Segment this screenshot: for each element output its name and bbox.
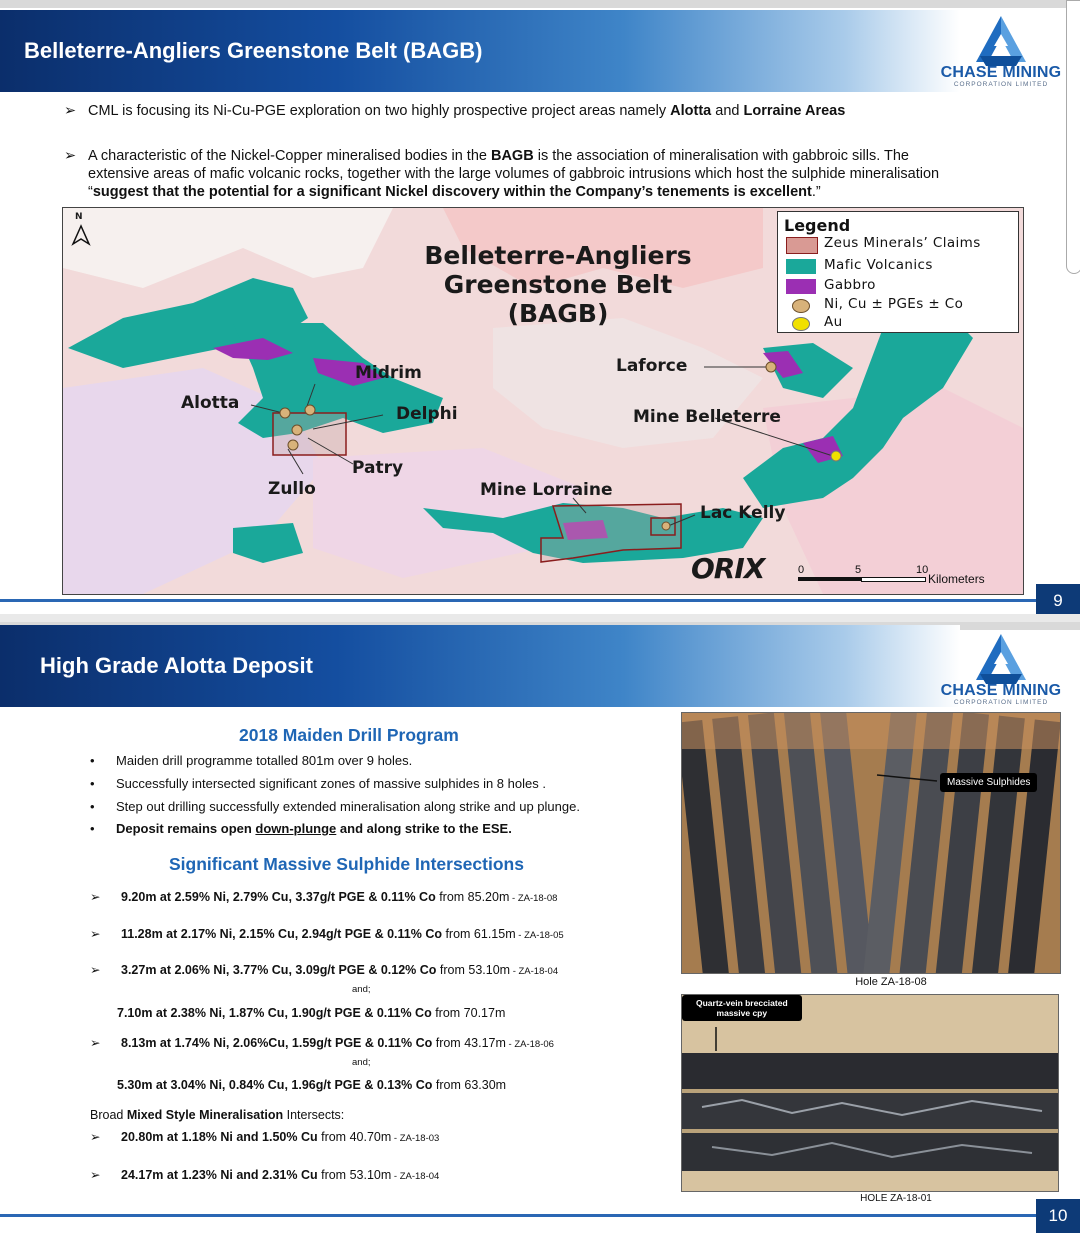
- logo-subtitle: CORPORATION LIMITED: [953, 699, 1049, 706]
- intersection-item: ➢ 11.28m at 2.17% Ni, 2.15% Cu, 2.94g/t PGE & 0.11% Co from 61.15m - ZA-18-05: [90, 927, 564, 941]
- list-item: • Successfully intersected significant zones of massive sulphides in 8 holes .: [90, 776, 546, 791]
- footer-line: [0, 1214, 1036, 1217]
- logo-subtitle: CORPORATION LIMITED: [953, 81, 1049, 88]
- arrow-bullet-icon: ➢: [64, 103, 77, 119]
- map-legend: [777, 211, 1019, 333]
- logo-triangle-icon: [936, 630, 1066, 686]
- and-connector: and;: [352, 1057, 371, 1068]
- core-photo-za-18-08: [681, 712, 1061, 974]
- page-number: 9: [1036, 584, 1080, 614]
- label-mine-belleterre: Mine Belleterre: [633, 407, 781, 427]
- intersection-item: 5.30m at 3.04% Ni, 0.84% Cu, 1.96g/t PGE & 0.13% Co from 63.30m: [117, 1078, 507, 1092]
- intersection-item: ➢ 9.20m at 2.59% Ni, 2.79% Cu, 3.37g/t PGE & 0.11% Co from 85.20m - ZA-18-08: [90, 890, 558, 904]
- drill-core-image: [682, 995, 1058, 1191]
- north-label: N: [75, 212, 83, 222]
- and-connector: and;: [352, 984, 371, 995]
- callout-quartz-vein: Quartz-vein brecciated massive cpy: [682, 995, 802, 1021]
- au-dot-icon: [792, 317, 810, 331]
- label-patry: Patry: [352, 458, 404, 478]
- label-laforce: Laforce: [616, 356, 688, 376]
- core-photo-za-18-01: [681, 994, 1059, 1192]
- logo-triangle-icon: [936, 12, 1066, 68]
- gabbro-swatch: [786, 279, 816, 294]
- intersection-item: ➢ 20.80m at 1.18% Ni and 1.50% Cu from 40.70m - ZA-18-03: [90, 1130, 440, 1144]
- legend-item: Ni, Cu ± PGEs ± Co: [786, 296, 1016, 314]
- slide-title: Belleterre-Angliers Greenstone Belt (BAGB): [24, 38, 483, 63]
- nicu-dot-icon: [792, 299, 810, 313]
- label-lac-kelly: Lac Kelly: [700, 503, 786, 523]
- label-delphi: Delphi: [396, 404, 458, 424]
- label-midrim: Midrim: [355, 363, 422, 383]
- chase-mining-logo: [936, 630, 1066, 710]
- claims-swatch: [786, 237, 818, 254]
- list-item: • Step out drilling successfully extended mineralisation along strike and up plunge.: [90, 799, 580, 814]
- legend-item: Mafic Volcanics: [786, 257, 1016, 275]
- logo-wordmark: CHASE MINING: [940, 682, 1062, 699]
- title-banner: [0, 625, 960, 707]
- scrollbar[interactable]: [1066, 0, 1080, 274]
- orix-logo: ORIX: [691, 552, 765, 585]
- legend-item: Gabbro: [786, 277, 1016, 295]
- bullet-characteristic: ➢ A characteristic of the Nickel-Copper mineralised bodies in the BAGB is the association of mineralisation with gabbroic sills. The extensive areas of mafic volcanic rocks, together with the large volumes of gabbroic intrusions which host the sulphide mineralisation “suggest that the potential for a significant Nickel discovery within the Company’s tenements is excellent.”: [64, 148, 940, 200]
- label-mine-lorraine: Mine Lorraine: [480, 480, 613, 500]
- title-banner: [0, 10, 960, 92]
- label-alotta: Alotta: [181, 393, 240, 413]
- list-item: • Deposit remains open down-plunge and along strike to the ESE.: [90, 821, 512, 836]
- slide-title: High Grade Alotta Deposit: [40, 653, 313, 678]
- broad-mixed-heading: Broad Mixed Style Mineralisation Intersects:: [90, 1108, 345, 1122]
- photo1-caption: Hole ZA-18-08: [855, 976, 927, 988]
- legend-item: Au: [786, 314, 1016, 332]
- map-title: Belleterre-Angliers Greenstone Belt (BAGB): [424, 241, 692, 328]
- slide-bagb: [0, 0, 1080, 614]
- list-item: • Maiden drill programme totalled 801m over 9 holes.: [90, 753, 413, 768]
- intersection-item: ➢ 3.27m at 2.06% Ni, 3.77% Cu, 3.09g/t PGE & 0.12% Co from 53.10m - ZA-18-04: [90, 963, 559, 977]
- chase-mining-logo: [936, 12, 1066, 92]
- drill-core-image: [682, 713, 1060, 973]
- page-number: 10: [1036, 1199, 1080, 1233]
- intersections-heading: Significant Massive Sulphide Intersections: [169, 854, 524, 874]
- mafic-swatch: [786, 259, 816, 274]
- intersection-item: 7.10m at 2.38% Ni, 1.87% Cu, 1.90g/t PGE & 0.11% Co from 70.17m: [117, 1006, 506, 1020]
- intersection-item: ➢ 8.13m at 1.74% Ni, 2.06%Cu, 1.59g/t PGE & 0.11% Co from 43.17m - ZA-18-06: [90, 1036, 554, 1050]
- bullet-focus: ➢ CML is focusing its Ni-Cu-PGE exploration on two highly prospective project areas namely Alotta and Lorraine Areas: [64, 103, 846, 119]
- callout-massive-sulphides: Massive Sulphides: [940, 773, 1037, 792]
- footer-line: [0, 599, 1036, 602]
- logo-wordmark: CHASE MINING: [940, 64, 1062, 81]
- geology-map: N Belleterre-Angliers Greenstone Belt (BAGB) Legend Zeus Minerals’ Claims Mafic Volcanics Gabbro Ni, Cu ± PGEs ± Co Au Midrim Alotta Delphi Patry Zullo Laforce Mine Belleterre Mine Lorraine Lac Kelly ORIX 0 5 10 Kilometers: [62, 207, 1024, 595]
- label-zullo: Zullo: [268, 479, 316, 499]
- arrow-bullet-icon: ➢: [64, 148, 77, 164]
- photo2-caption: HOLE ZA-18-01: [860, 1193, 932, 1204]
- top-border: [0, 0, 1080, 8]
- slide-alotta: [0, 622, 1080, 1233]
- intersection-item: ➢ 24.17m at 1.23% Ni and 2.31% Cu from 53.10m - ZA-18-04: [90, 1168, 440, 1182]
- legend-title: Legend: [784, 216, 851, 235]
- drill-heading: 2018 Maiden Drill Program: [239, 725, 459, 745]
- legend-item: Zeus Minerals’ Claims: [786, 235, 1016, 253]
